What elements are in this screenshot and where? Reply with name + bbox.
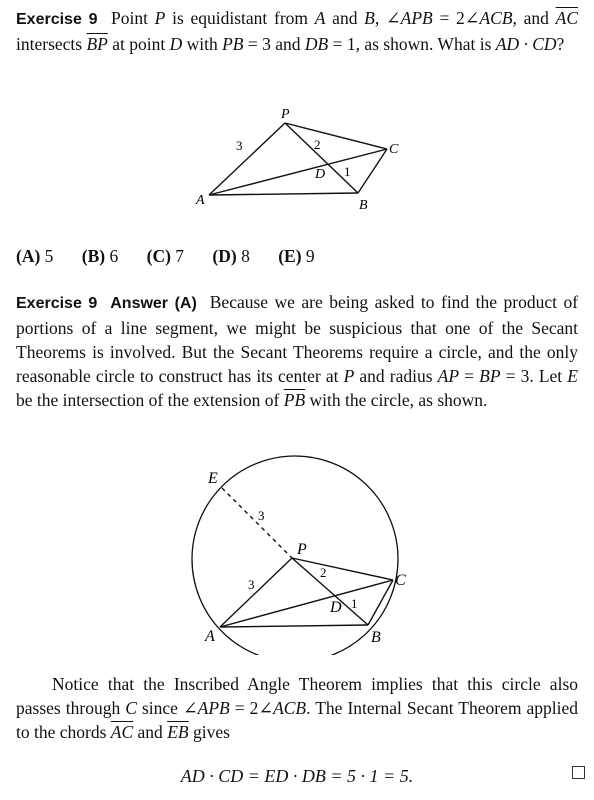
choice-value: 8 [241,246,250,266]
choice-value: 7 [175,246,185,266]
length-PA: 3 [248,577,255,592]
problem-text: = 1, as shown. What [328,34,476,54]
var-C: C [125,698,137,718]
segment-AC: $\overline{AC}$ [110,722,134,742]
conclusion-text: since ∠ [136,698,198,718]
label-A: A [205,628,215,645]
var-B: B [364,8,375,28]
segment-BP: $\overline{BP}$ [86,34,108,54]
length-DB: 1 [344,164,351,179]
segment-PC [292,558,393,580]
answer-text: Because we are being asked to find the product of portions of a line segment, we might be suspicious that one of the Secant Theorems is involved. But the Secant Theorems require a circle, and the only reasonable circle to construct has its center at [16,292,579,386]
choice-c [147,246,184,266]
answer-text: be the intersection of the extension of [16,390,284,410]
label-B: B [371,629,381,646]
var-D: D [169,34,183,54]
final-equation: AD · CD = ED · DB = 5 · 1 = 5. [180,766,414,786]
answer-text: = 3. Let [500,366,568,386]
problem-text: and [325,8,365,28]
exercise-heading: Exercise 9 [16,11,98,28]
choice-b [82,246,118,266]
problem-text: intersects [16,34,87,54]
problem-text: ? [556,34,565,54]
choice-a [16,246,53,266]
length-EP: 3 [258,508,265,523]
var-P: P [154,8,166,28]
figure-triangle [0,100,594,215]
conclusion-text: Notice that the Inscribed Angle Theorem implies that this circle also passes through [16,674,578,718]
length-PD: 2 [314,137,321,152]
angle-APB: APB [400,8,433,28]
choice-value: 6 [109,246,119,266]
angle-ACB: ACB [479,8,513,28]
var-P: P [343,366,355,386]
length-DB: 1 [351,596,358,611]
label-B: B [359,198,368,213]
label-E: E [208,470,218,487]
conclusion [16,672,578,744]
choice-label: (A) [16,246,41,266]
problem-text: , ∠ [374,8,401,28]
product-AD-CD: AD · CD [495,34,557,54]
choice-label: (C) [146,246,171,266]
choice-label: (B) [81,246,106,266]
answer-text: with the circle, as shown. [305,390,488,410]
problem-text: Point [110,8,155,28]
choice-e [278,246,314,266]
segment-BP: BP [479,366,501,386]
conclusion-text: gives [188,722,230,742]
qed-square-icon [572,766,585,779]
conclusion-text: = 2∠ [229,698,274,718]
length-PA: 3 [236,138,243,153]
choice-d [212,246,249,266]
segment-EP [222,488,292,558]
segment-AB [209,193,358,195]
label-D: D [315,167,326,182]
choice-value: 5 [44,246,54,266]
segment-PC [285,123,387,149]
label-C: C [395,572,406,589]
problem-text: , and [512,8,549,28]
segment-AB [220,625,368,627]
answer-heading: Exercise 9 [16,295,98,312]
problem-text: is [479,34,496,54]
segment-AC [209,149,387,195]
figure-circle [0,455,594,655]
segment-AP [209,123,285,195]
length-PD: 2 [320,565,327,580]
label-C: C [389,142,399,157]
problem-text: is equidistant from [165,8,315,28]
problem-text: = 2∠ [432,8,480,28]
answer-choices [16,244,339,268]
angle-APB: APB [197,698,230,718]
label-P: P [281,107,290,122]
segment-BC [368,580,393,625]
answer-label: Answer (A) [110,295,197,312]
segment-PB: $\overline{PB}$ [283,390,306,410]
answer-explanation [16,290,578,412]
choice-value: 9 [305,246,315,266]
label-D: D [330,599,342,616]
segment-PB [285,123,358,193]
problem-text: = 3 and [243,34,305,54]
problem-statement [16,6,578,56]
var-E: E [567,366,578,386]
segment-AC: $\overline{AC}$ [555,8,578,28]
segment-DB: DB [304,34,329,54]
problem-text: with [182,34,223,54]
choice-label: (D) [212,246,237,266]
label-A: A [196,193,205,208]
segment-PB: PB [222,34,244,54]
problem-text: at point [107,34,170,54]
segment-AP: AP [437,366,460,386]
var-A: A [314,8,326,28]
angle-ACB: ACB [273,698,307,718]
segment-EB: $\overline{EB}$ [167,722,189,742]
conclusion-text: and [133,722,168,742]
segment-AC [220,580,393,627]
answer-text: and radius [354,366,438,386]
label-P: P [297,541,307,558]
answer-text: = [459,366,480,386]
choice-label: (E) [278,246,302,266]
conclusion-text: . The Internal Secant Theorem applied to the chords [16,698,578,742]
